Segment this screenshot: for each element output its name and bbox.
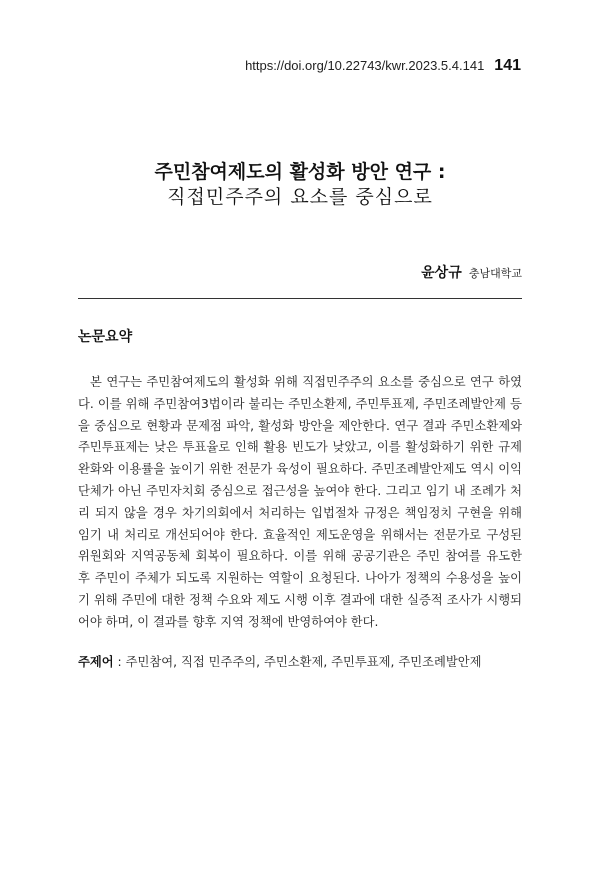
- abstract-body: 본 연구는 주민참여제도의 활성화 위해 직접민주주의 요소를 중심으로 연구 하였다. 이를 위해 주민참여3법이라 불리는 주민소환제, 주민투표제, 주민조례발안제 등을 중심으로 현황과 문제점 파악, 활성화 방안을 제안한다. 연구 결과 주민소환제와 주민투표제는 낮은 투표율로 인해 활용 빈도가 낮았고, 이를 활성화하기 위한 규제 완화와 이용률을 높이기 위한 전문가 육성이 필요하다. 주민조례발안제도 역시 이익단체가 아닌 주민자치회 중심으로 접근성을 높여야 한다. 그리고 임기 내 조례가 처리 되지 않을 경우 차기의회에서 처리하는 입법절차 규정은 책임정치 구현을 위해 임기 내 처리로 개선되어야 한다. 효율적인 제도운영을 위해서는 전문가로 구성된 위원회와 지역공동체 회복이 필요하다. 이를 위해 공공기관은 주민 참여를 유도한 후 주민이 주체가 되도록 지원하는 역할이 요청된다. 나아가 정책의 수용성을 높이기 위해 주민에 대한 정책 수요와 제도 시행 이후 결과에 대한 실증적 조사가 시행되어야 하며, 이 결과를 향후 지역 정책에 반영하여야 한다.: [78, 375, 522, 629]
- doi-link[interactable]: https://doi.org/10.22743/kwr.2023.5.4.141: [245, 58, 485, 73]
- keywords-line: [78, 652, 538, 670]
- author-name: 윤상규: [421, 265, 462, 281]
- title-line-2: 직접민주주의 요소를 중심으로: [167, 186, 433, 208]
- keywords-label: 주제어: [78, 655, 114, 669]
- keywords-separator: :: [113, 655, 126, 669]
- keywords-text: 주민참여, 직접 민주주의, 주민소환제, 주민투표제, 주민조례발안제: [125, 655, 482, 669]
- author-affiliation: 충남대학교: [468, 267, 522, 280]
- title-line-1: 주민참여제도의 활성화 방안 연구 :: [154, 161, 446, 183]
- author-block: [421, 262, 522, 282]
- section-divider: [78, 298, 522, 299]
- abstract-heading: 논문요약: [78, 329, 133, 345]
- page-number: 141: [494, 57, 521, 74]
- running-header: [240, 57, 521, 79]
- paper-title: [60, 160, 540, 210]
